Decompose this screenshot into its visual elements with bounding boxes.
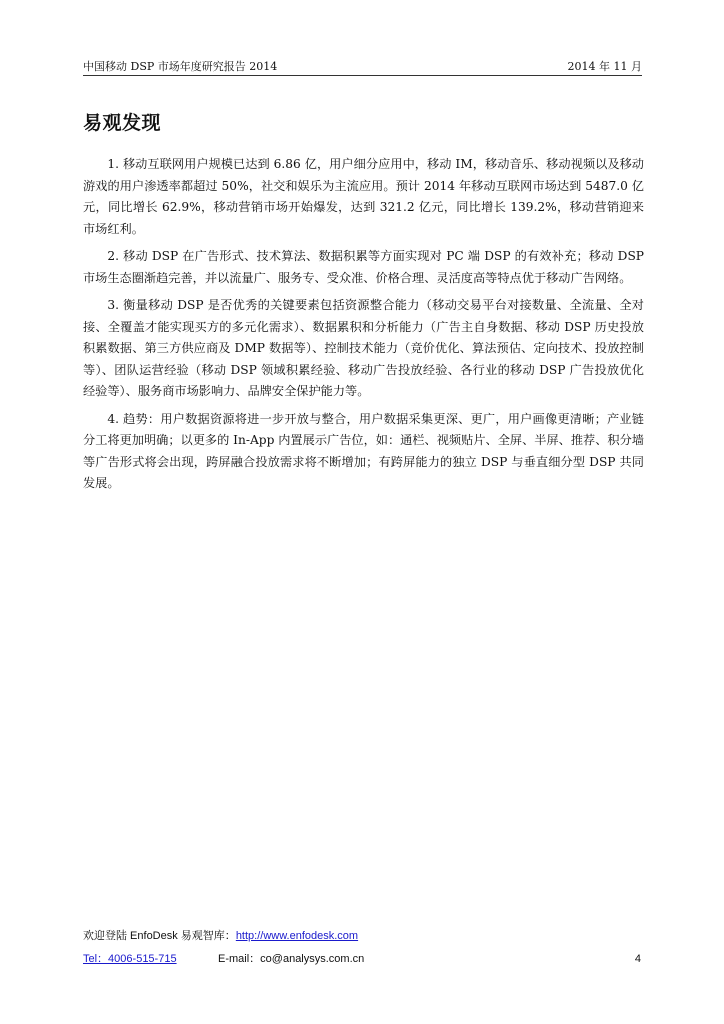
finding-paragraph-3: 3. 衡量移动 DSP 是否优秀的关键要素包括资源整合能力（移动交易平台对接数量、全流量、全对接、全覆盖才能实现买方的多元化需求）、数据累积和分析能力（广告主自身数据、移动 DSP 历史投放积累数据、第三方供应商及 DMP 数据等）、控制技术能力（竞价优化、算法预估、定向技术、投放控制等）、团队运营经验（移动 DSP 领域积累经验、移动广告投放经验、各行业的移动 DSP 广告投放优化经验等）、服务商市场影响力、品牌安全保护能力等。 xyxy=(83,298,644,398)
email-text: E-mail：co@analysys.com.cn xyxy=(218,953,365,965)
finding-paragraph-1: 1. 移动互联网用户规模已达到 6.86 亿，用户细分应用中，移动 IM，移动音乐、移动视频以及移动游戏的用户渗透率都超过 50%，社交和娱乐为主流应用。预计 2014 年移动互联网市场达到 5487.0 亿元，同比增长 62.9%，移动营销市场开始爆发，达到 321.2 亿元，同比增长 139.2%，移动营销迎来市场红利。 xyxy=(83,157,644,236)
report-title: 中国移动 DSP 市场年度研究报告 2014 xyxy=(83,60,278,73)
footer-contact-row xyxy=(83,949,644,969)
website-link[interactable]: http://www.enfodesk.com xyxy=(235,930,359,942)
page-number: 4 xyxy=(634,953,641,965)
findings-list xyxy=(83,154,644,501)
finding-paragraph-2: 2. 移动 DSP 在广告形式、技术算法、数据积累等方面实现对 PC 端 DSP 的有效补充；移动 DSP 市场生态圈渐趋完善，并以流量广、服务专、受众准、价格合理、灵活度高等特点优于移动广告网络。 xyxy=(83,249,644,285)
finding-paragraph-4: 4. 趋势：用户数据资源将进一步开放与整合，用户数据采集更深、更广，用户画像更清晰；产业链分工将更加明确；以更多的 In-App 内置展示广告位，如：通栏、视频贴片、全屏、半屏、推荐、积分墙等广告形式将会出现，跨屏融合投放需求将不断增加；有跨屏能力的独立 DSP 与垂直细分型 DSP 共同发展。 xyxy=(83,411,644,490)
report-date: 2014 年 11 月 xyxy=(567,60,642,73)
footer-welcome-text: 欢迎登陆 EnfoDesk 易观智库： xyxy=(83,930,236,942)
page-footer xyxy=(83,926,644,969)
tel-link[interactable]: Tel：4006-515-715 xyxy=(83,953,177,965)
section-title: 易观发现 xyxy=(83,112,162,134)
page-header xyxy=(83,55,642,76)
footer-welcome-row xyxy=(83,926,644,946)
